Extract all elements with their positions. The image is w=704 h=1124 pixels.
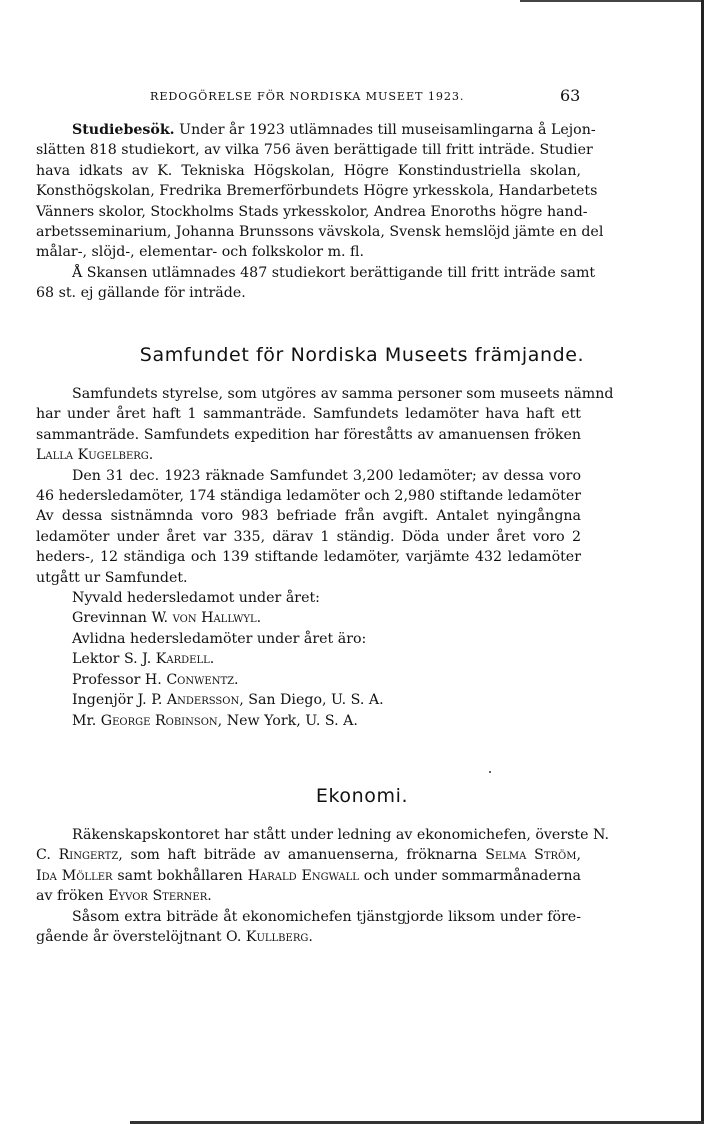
honorary-list (36, 588, 581, 731)
text-line: arbetsseminarium, Johanna Brunssons vävskola, Svensk hemslöjd jämte en del (36, 224, 604, 241)
person-name: Lalla Kugelberg. (36, 447, 154, 464)
page-number: 63 (560, 86, 581, 105)
text-line: har under året haft 1 sammanträde. Samfundets ledamöter hava haft ett (36, 406, 581, 423)
text-line: Vänners skolor, Stockholms Stads yrkesskolor, Andrea Enoroths högre hand- (36, 203, 588, 220)
text-line: Å Skansen utlämnades 487 studiekort berättigande till fritt inträde samt (72, 264, 596, 281)
text-line: av fröken Eyvor Sterner. (36, 888, 212, 905)
running-title: REDOGÖRELSE FÖR NORDISKA MUSEET 1923. (150, 90, 465, 103)
list-item: Grevinnan W. von Hallwyl. (72, 610, 262, 627)
list-item: Mr. George Robinson, New York, U. S. A. (72, 712, 358, 729)
scan-edge-top (520, 0, 704, 2)
run-in-heading: Studiebesök. (72, 122, 175, 138)
list-item: Lektor S. J. Kardell. (72, 651, 215, 668)
section-studiebesok (36, 120, 604, 304)
text-line: 68 st. ej gällande för inträde. (36, 285, 246, 302)
running-header (0, 86, 704, 108)
text-line: sammanträde. Samfundets expedition har föreståtts av amanuensen fröken (36, 426, 581, 443)
text-line: slätten 818 studiekort, av vilka 756 även berättigade till fritt inträde. Studier (36, 142, 593, 159)
text-line: målar-, slöjd-, elementar- och folkskolor m. fl. (36, 244, 365, 261)
list-item: Ingenjör J. P. Andersson, San Diego, U. S. A. (72, 692, 384, 709)
list-intro: Nyvald hedersledamot under året: (72, 590, 320, 607)
text-line: Av dessa sistnämnda voro 983 befriade från avgift. Antalet nyingångna (36, 508, 581, 525)
text-line: utgått ur Samfundet. (36, 569, 188, 586)
text-line: Såsom extra biträde åt ekonomichefen tjänstgjorde liksom under före- (72, 908, 581, 925)
text-line: hava idkats av K. Tekniska Högskolan, Högre Konstindustriella skolan, (36, 162, 581, 179)
section-heading-samfundet: Samfundet för Nordiska Museets främjande. (139, 344, 585, 366)
list-item: Professor H. Conwentz. (72, 671, 239, 688)
section-samfundet (36, 384, 614, 731)
text-line: Den 31 dec. 1923 räknade Samfundet 3,200 ledamöter; av dessa voro (72, 467, 581, 484)
text-line: Studiebesök. Under år 1923 utlämnades till museisamlingarna å Lejon- (72, 122, 596, 138)
text-line: ledamöter under året var 335, därav 1 ständig. Döda under året voro 2 (36, 528, 581, 545)
text-line: heders-, 12 ständiga och 139 stiftande ledamöter, varjämte 432 ledamöter (36, 549, 581, 566)
text-line: gående år överstelöjtnant O. Kullberg. (36, 929, 313, 946)
text-line: Ida Möller samt bokhållaren Harald Engwall och under sommarmånaderna (36, 867, 581, 884)
list-intro: Avlidna hedersledamöter under året äro: (72, 630, 367, 647)
text-line: Konsthögskolan, Fredrika Bremerförbundets Högre yrkesskola, Handarbetets (36, 183, 598, 200)
section-ekonomi (36, 825, 610, 947)
text-line: C. Ringertz, som haft biträde av amanuenserna, fröknarna Selma Ström, (36, 847, 582, 864)
text-line: 46 hedersledamöter, 174 ständiga ledamöter och 2,980 stiftande ledamöter (36, 488, 581, 505)
text-line: Samfundets styrelse, som utgöres av samma personer som museets nämnd (72, 386, 614, 402)
text-line: Räkenskapskontoret har stått under ledning av ekonomichefen, överste N. (72, 827, 610, 843)
section-heading-ekonomi: Ekonomi. (315, 785, 409, 807)
print-speck (489, 771, 491, 773)
